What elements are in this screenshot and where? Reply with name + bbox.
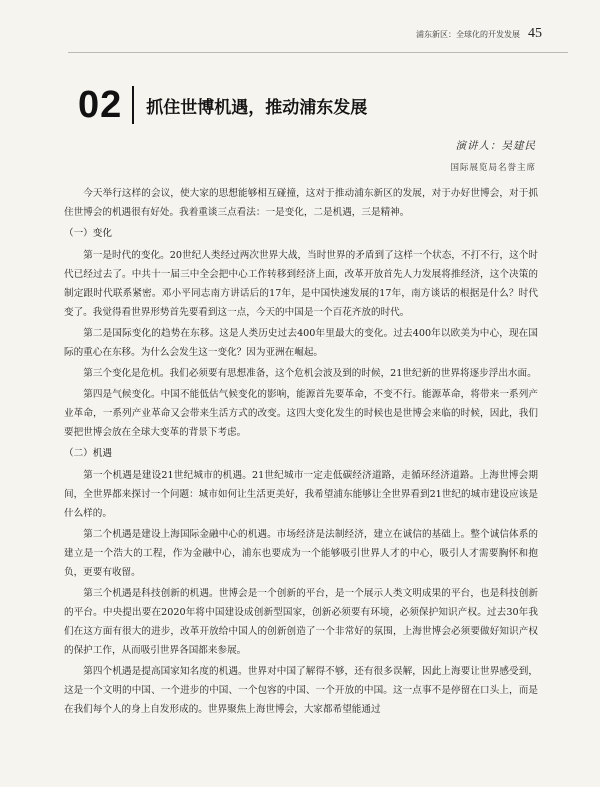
paragraph-change-4: 第四是气候变化。中国不能低估气候变化的影响，能源首先要革命，不变不行。能源革命，将带来一系列产业革命，一系列产业革命又会带来生活方式的改变。这四大变化发生的时候也是世博会来临的时候，因此，我们要把世博会放在全球大变革的背景下考虑。: [64, 389, 538, 438]
section-heading-change: （一）变化: [64, 228, 112, 239]
paragraph-change-2: 第二是国际变化的趋势在东移。这是人类历史过去400年里最大的变化。过去400年以欧美为中心，现在国际的重心在东移。为什么会发生这一变化？因为亚洲在崛起。: [64, 328, 538, 358]
chapter-title-block: [78, 86, 367, 124]
running-title: 浦东新区：全球化的开发发展: [416, 30, 520, 39]
intro-paragraph: 今天举行这样的会议，使大家的思想能够相互碰撞，这对于推动浦东新区的发展，对于办好世博会，对于抓住世博会的机遇很有好处。我着重谈三点看法：一是变化，二是机遇，三是精神。: [64, 188, 538, 218]
title-divider: [132, 86, 134, 124]
paragraph-opportunity-4: 第四个机遇是提高国家知名度的机遇。世界对中国了解得不够，还有很多误解，因此上海要让世界感受到，这是一个文明的中国、一个进步的中国、一个包容的中国、一个开放的中国。这一点事不是停留在口头上，而是在我们每个人的身上自发形成的。世界聚焦上海世博会，大家都希望能通过: [64, 666, 538, 715]
header-rule: [68, 52, 568, 53]
page-number: 45: [528, 26, 542, 41]
paragraph-opportunity-3: 第三个机遇是科技创新的机遇。世博会是一个创新的平台，是一个展示人类文明成果的平台，也是科技创新的平台。中央提出要在2020年将中国建设成创新型国家，创新必须要有环境，必须保护知识产权。过去30年我们在这方面有很大的进步，改革开放给中国人的创新创造了一个非常好的氛围，上海世博会必须要做好知识产权的保护工作，从而吸引世界各国都来参展。: [64, 588, 538, 656]
paragraph-opportunity-2: 第二个机遇是建设上海国际金融中心的机遇。市场经济是法制经济，建立在诚信的基础上。整个诚信体系的建立是一个浩大的工程，作为金融中心，浦东也要成为一个能够吸引世界人才的中心，吸引人才需要胸怀和抱负，更要有收留。: [64, 529, 538, 578]
running-header: [416, 26, 542, 42]
article-body: [64, 184, 538, 721]
speaker-title: 国际展览局名誉主席: [450, 163, 536, 173]
paragraph-change-3: 第三个变化是危机。我们必须要有思想准备，这个危机会波及到的时候，21世纪新的世界将逐步浮出水面。: [83, 368, 537, 379]
speaker-block: [450, 138, 536, 173]
paragraph-change-1: 第一是时代的变化。20世纪人类经过两次世界大战，当时世界的矛盾到了这样一个状态，不打不行，这个时代已经过去了。中共十一届三中全会把中心工作转移到经济上面，改革开放首先人力发展将推经济，这个决策的制定跟时代联系紧密。邓小平同志南方讲话后的17年，是中国快速发展的17年，南方谈话的根据是什么？时代变了。我觉得看世界形势首先要看到这一点，今天的中国是一个百花齐放的时代。: [64, 250, 538, 318]
section-heading-opportunity: （二）机遇: [64, 448, 112, 459]
chapter-number: 02: [78, 84, 123, 126]
speaker-name: 演讲人：吴建民: [455, 140, 536, 152]
paragraph-opportunity-1: 第一个机遇是建设21世纪城市的机遇。21世纪城市一定走低碳经济道路，走循环经济道路。上海世博会期间，全世界都来探讨一个问题：城市如何让生活更美好，我希望浦东能够让全世界看到21世纪的城市建设应该是什么样的。: [64, 470, 538, 519]
chapter-title: 抓住世博机遇，推动浦东发展: [146, 97, 368, 118]
